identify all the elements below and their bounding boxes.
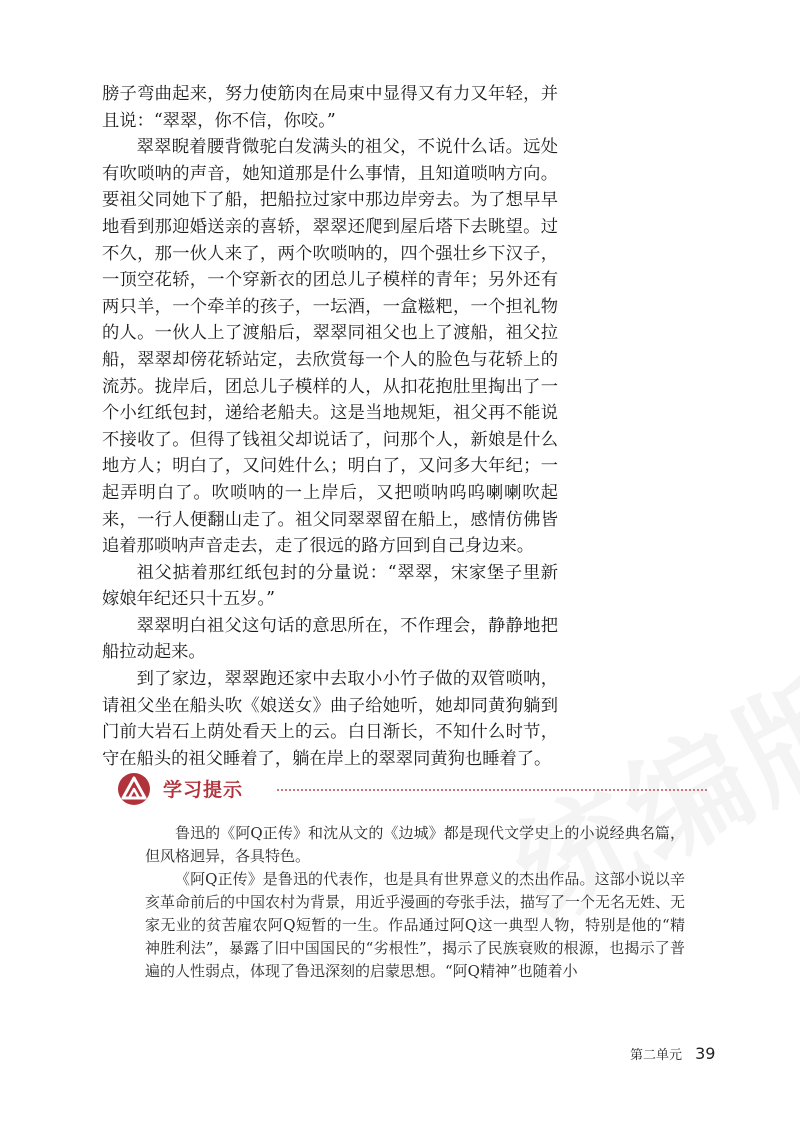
- page-footer: [630, 1043, 715, 1063]
- page-number: 39: [695, 1044, 716, 1063]
- study-tips-icon: [117, 772, 151, 806]
- dotted-divider: [277, 789, 707, 791]
- study-tips-title: 学习提示: [163, 779, 244, 801]
- story-paragraph: 祖父掂着那红纸包封的分量说：“翠翠，宋家堡子里新嫁娘年纪还只十五岁。”: [102, 562, 558, 610]
- story-paragraph: 到了家边，翠翠跑还家中去取小小竹子做的双管唢呐，请祖父坐在船头吹《娘送女》曲子给她听，她却同黄狗躺到门前大岩石上荫处看天上的云。白日渐长，不知什么时节，守在船头的祖父睡着了，躺在岸上的翠翠同黄狗也睡着了。: [102, 669, 558, 769]
- study-tips-header: [117, 772, 717, 808]
- study-tips-body: [145, 822, 685, 983]
- story-paragraph: 翠翠睨着腰背微驼白发满头的祖父，不说什么话。远处有吹唢呐的声音，她知道那是什么事情，且知道唢呐方向。要祖父同她下了船，把船拉过家中那边岸旁去。为了想早早地看到那迎婚送亲的喜轿，翠翠还爬到屋后塔下去眺望。过不久，那一伙人来了，两个吹唢呐的，四个强壮乡下汉子，一顶空花轿，一个穿新衣的团总儿子模样的青年；另外还有两只羊，一个牵羊的孩子，一坛酒，一盒糍粑，一个担礼物的人。一伙人上了渡船后，翠翠同祖父也上了渡船，祖父拉船，翠翠却傍花轿站定，去欣赏每一个人的脸色与花轿上的流苏。拢岸后，团总儿子模样的人，从扣花抱肚里掏出了一个小红纸包封，递给老船夫。这是当地规矩，祖父再不能说不接收了。但得了钱祖父却说话了，问那个人，新娘是什么地方人；明白了，又问姓什么；明白了，又问多大年纪；一起弄明白了。吹唢呐的一上岸后，又把唢呐呜呜喇喇吹起来，一行人便翻山走了。祖父同翠翠留在船上，感情仿佛皆追着那唢呐声音走去，走了很远的路方回到自己身边来。: [102, 137, 558, 557]
- story-paragraph: 膀子弯曲起来，努力使筋肉在局束中显得又有力又年轻，并且说：“翠翠，你不信，你咬。”: [102, 84, 558, 131]
- unit-label: 第二单元: [630, 1048, 683, 1063]
- story-paragraph: 翠翠明白祖父这句话的意思所在，不作理会，静静地把船拉动起来。: [102, 615, 558, 663]
- story-text: [102, 81, 558, 772]
- study-tips-paragraph: 鲁迅的《阿Q正传》和沈从文的《边城》都是现代文学史上的小说经典名篇，但风格迥异，各具特色。: [145, 824, 685, 865]
- study-tips-paragraph: 《阿Q正传》是鲁迅的代表作，也是具有世界意义的杰出作品。这部小说以辛亥革命前后的中国农村为背景，用近乎漫画的夸张手法，描写了一个无名无姓、无家无业的贫苦雇农阿Q短暂的一生。作品通过阿Q这一典型人物，特别是他的“精神胜利法”，暴露了旧中国国民的“劣根性”，揭示了民族衰败的根源，也揭示了普遍的人性弱点，体现了鲁迅深刻的启蒙思想。“阿Q精神”也随着小: [145, 870, 686, 980]
